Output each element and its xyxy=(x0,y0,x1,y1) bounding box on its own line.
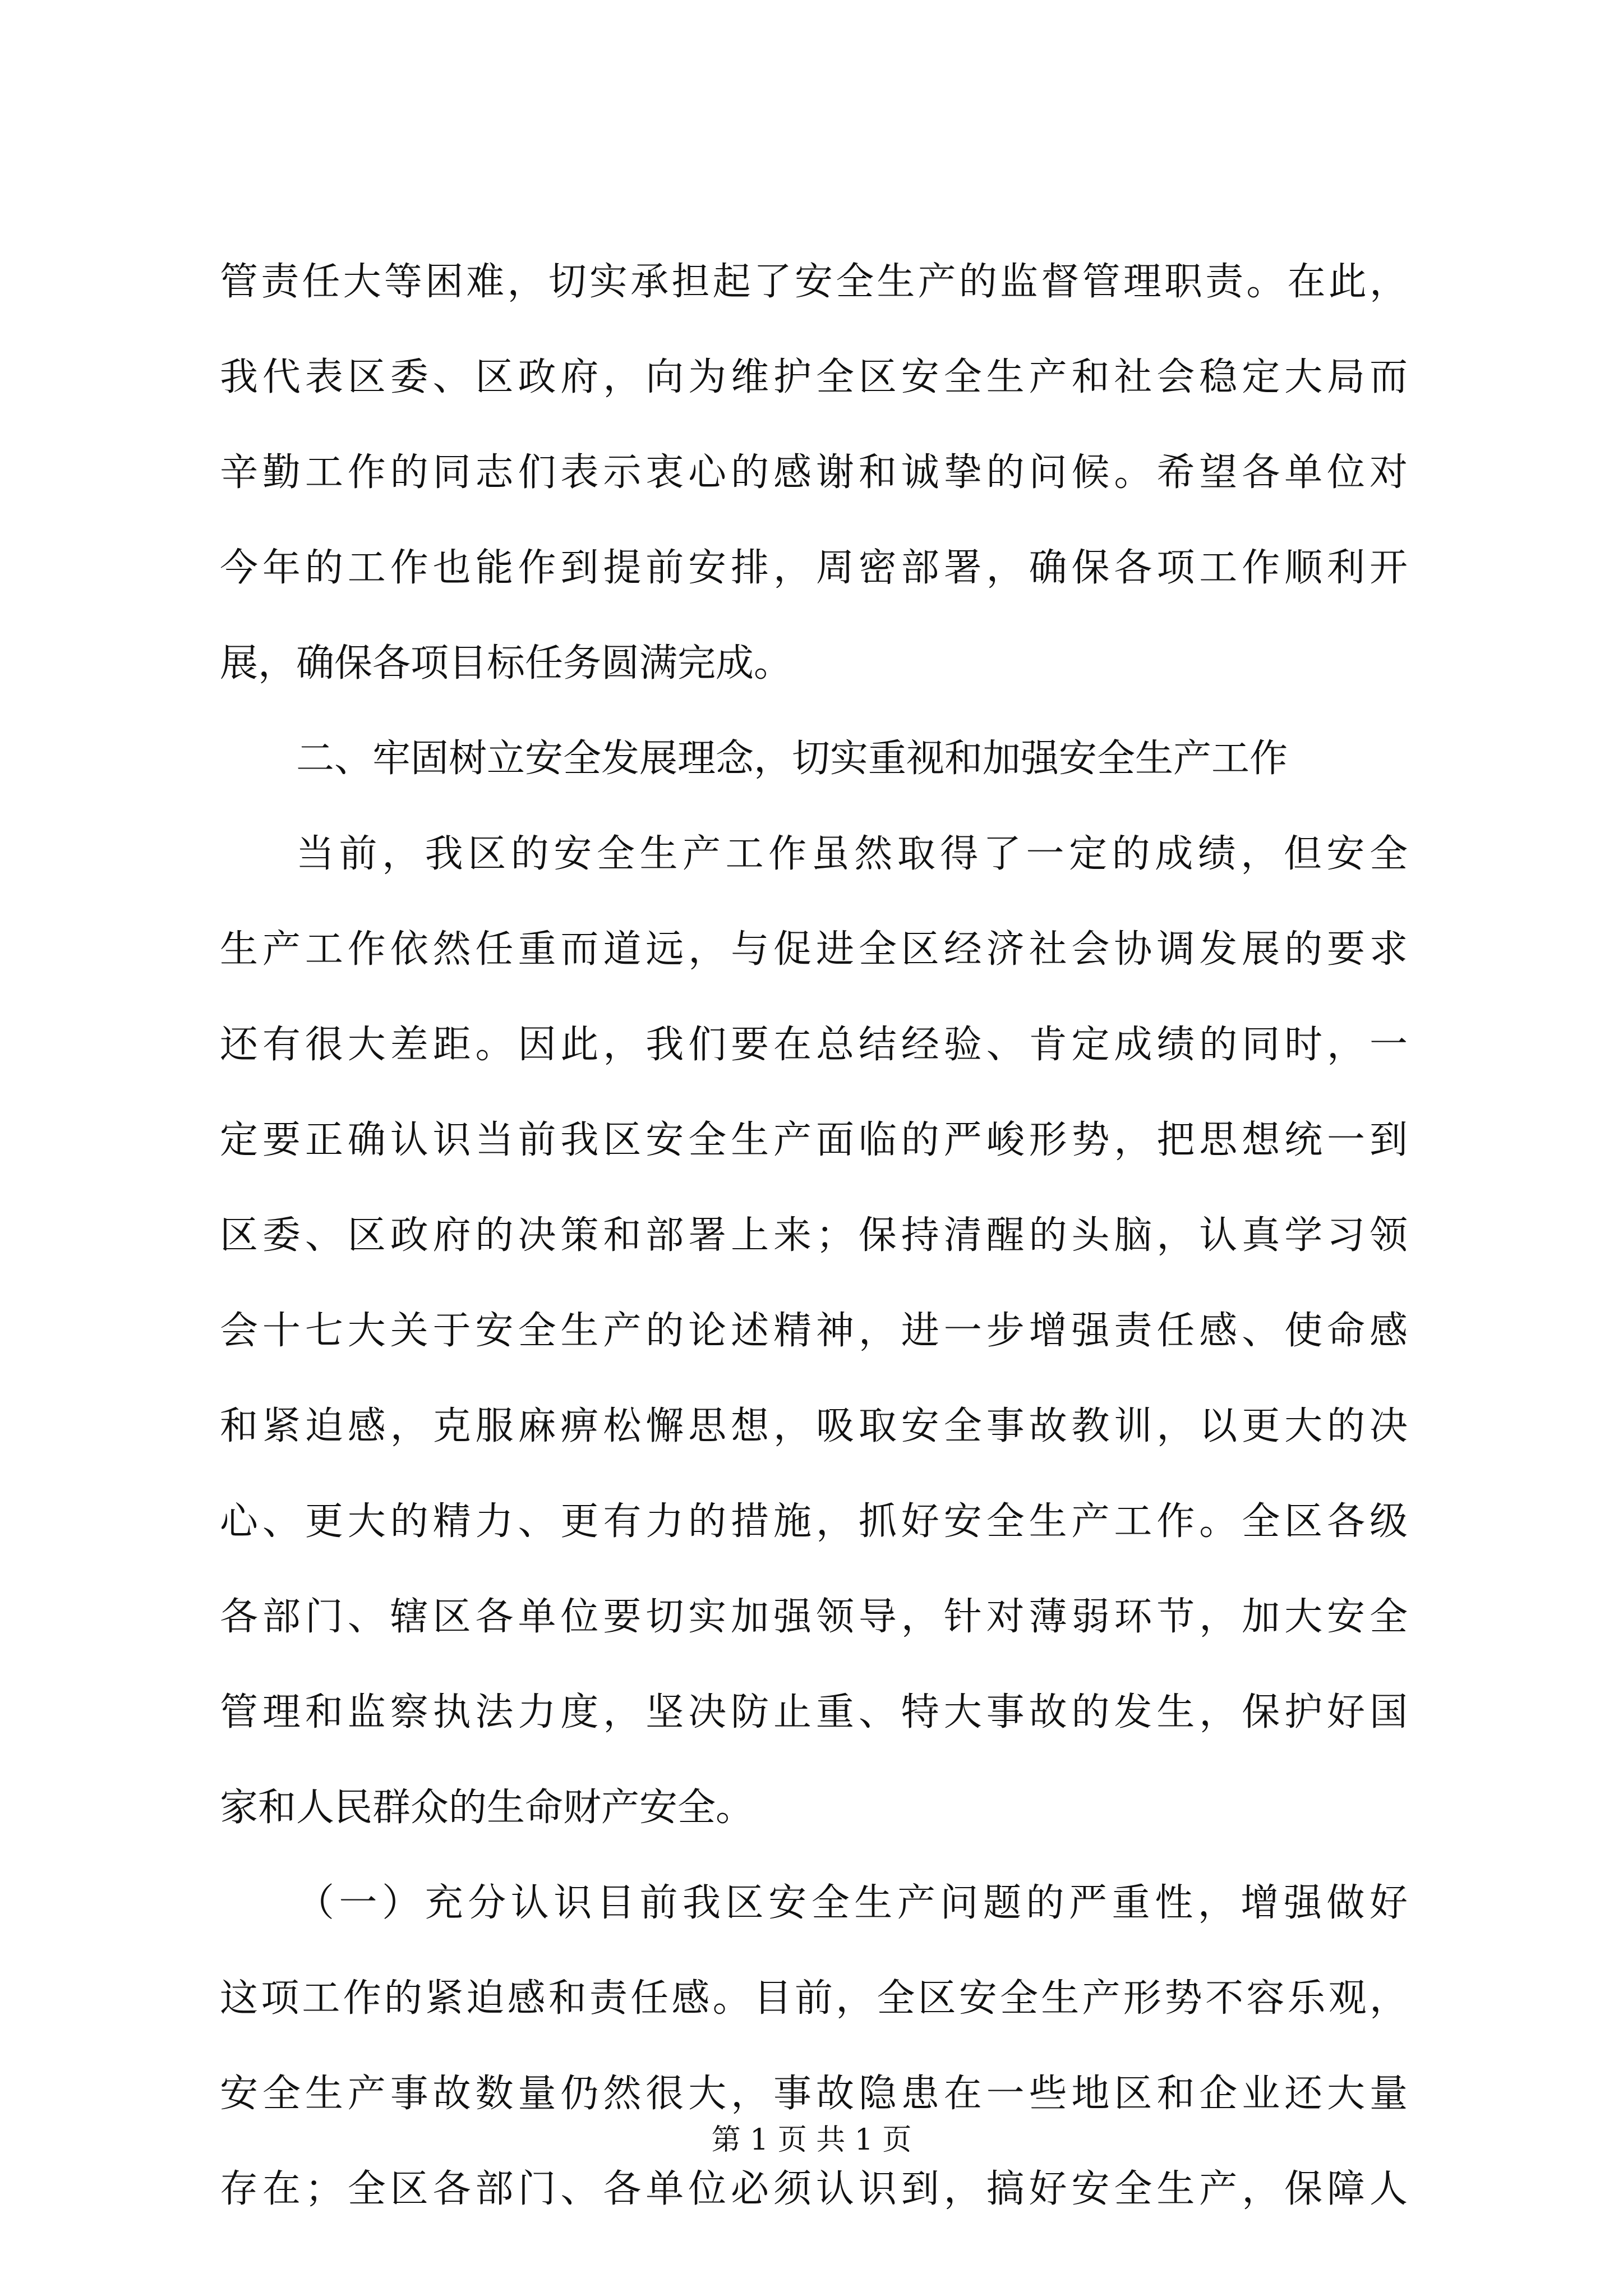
body-line: 这项工作的紧迫感和责任感。目前，全区安全生产形势不容乐观， xyxy=(220,1976,1408,2021)
subsection-first-line: （一）充分认识目前我区安全生产问题的严重性，增强做好 xyxy=(296,1881,1408,1925)
body-line: 家和人民群众的生命财产安全。 xyxy=(220,1786,754,1830)
body-line: 管责任大等困难，切实承担起了安全生产的监督管理职责。在此， xyxy=(220,260,1408,304)
paragraph-first-line: 当前，我区的安全生产工作虽然取得了一定的成绩，但安全 xyxy=(296,832,1408,876)
document-body xyxy=(220,234,1408,2237)
body-line: 管理和监察执法力度，坚决防止重、特大事故的发生，保护好国 xyxy=(220,1690,1408,1734)
body-line: 还有很大差距。因此，我们要在总结经验、肯定成绩的同时，一 xyxy=(220,1023,1408,1067)
body-line: 安全生产事故数量仍然很大，事故隐患在一些地区和企业还大量 xyxy=(220,2072,1408,2116)
body-line: 辛勤工作的同志们表示衷心的感谢和诚挚的问候。希望各单位对 xyxy=(220,450,1408,495)
body-line: 区委、区政府的决策和部署上来；保持清醒的头脑，认真学习领 xyxy=(220,1213,1408,1258)
body-line: 会十七大关于安全生产的论述精神，进一步增强责任感、使命感 xyxy=(220,1309,1408,1353)
body-line: 存在；全区各部门、各单位必须认识到，搞好安全生产，保障人 xyxy=(220,2167,1408,2211)
body-line: 定要正确认识当前我区安全生产面临的严峻形势，把思想统一到 xyxy=(220,1118,1408,1162)
page-number-footer: 第 1 页 共 1 页 xyxy=(711,2123,912,2157)
body-line: 心、更大的精力、更有力的措施，抓好安全生产工作。全区各级 xyxy=(220,1499,1408,1544)
section-heading: 二、牢固树立安全发展理念，切实重视和加强安全生产工作 xyxy=(296,737,1288,781)
body-line: 展，确保各项目标任务圆满完成。 xyxy=(220,641,792,685)
body-line: 和紧迫感，克服麻痹松懈思想，吸取安全事故教训，以更大的决 xyxy=(220,1404,1408,1448)
body-line: 生产工作依然任重而道远，与促进全区经济社会协调发展的要求 xyxy=(220,927,1408,972)
body-line: 我代表区委、区政府，向为维护全区安全生产和社会稳定大局而 xyxy=(220,355,1408,399)
body-line: 各部门、辖区各单位要切实加强领导，针对薄弱环节，加大安全 xyxy=(220,1595,1408,1639)
body-line: 今年的工作也能作到提前安排，周密部署，确保各项工作顺利开 xyxy=(220,546,1408,590)
